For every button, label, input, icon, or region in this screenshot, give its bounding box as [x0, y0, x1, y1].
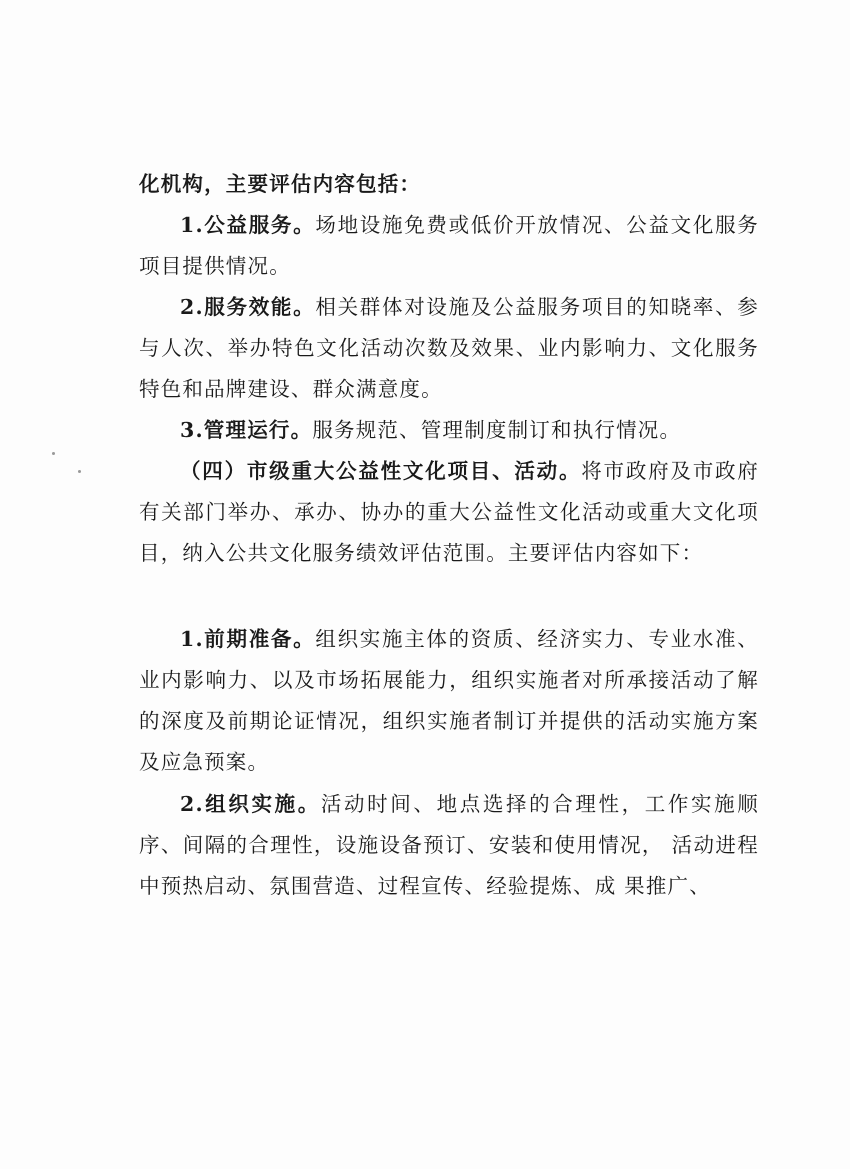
paragraph-public-service: [139, 205, 759, 287]
paragraph-lead: 1.前期准备。: [180, 627, 316, 651]
paragraph-lead: 化机构，主要评估内容包括：: [139, 172, 422, 196]
paragraph-lead: 2.组织实施。: [180, 792, 321, 816]
paragraph-body: 相关群体对设施及公益服务项目的知晓率、参与人次、举办特色文化活动次数及效果、业内影响力、文化服务特色和品牌建设、群众满意度。: [139, 295, 760, 401]
paragraph-lead: 3.管理运行。: [180, 418, 313, 442]
paragraph-lead: （四）市级重大公益性文化项目、活动。: [180, 459, 582, 483]
paragraph-intro: [139, 164, 759, 205]
paragraph-implementation: [139, 784, 759, 907]
paragraph-body: 场地设施免费或低价开放情况、公益文化服务项目提供情况。: [139, 213, 760, 278]
paragraph-body: 活动时间、地点选择的合理性，工作实施顺序、间隔的合理性，设施设备预订、安装和使用情况， 活动进程中预热启动、氛围营造、过程宣传、经验提炼、成 果推广、: [139, 792, 759, 898]
paragraph-management: [139, 410, 759, 451]
paragraph-lead: 1.公益服务。: [180, 213, 316, 237]
scan-speck: [52, 452, 55, 455]
paragraph-lead: 2.服务效能。: [180, 295, 316, 319]
paragraph-section-four: [139, 451, 759, 574]
paragraph-body: 组织实施主体的资质、经济实力、专业水准、业内影响力、以及市场拓展能力，组织实施者对所承接活动了解的深度及前期论证情况，组织实施者制订并提供的活动实施方案及应急预案。: [139, 627, 760, 774]
scan-speck: [78, 470, 81, 473]
paragraph-body: 将市政府及市政府有关部门举办、承办、协办的重大公益性文化活动或重大文化项目，纳入公共文化服务绩效评估范围。主要评估内容如下：: [139, 459, 759, 565]
paragraph-body: 服务规范、管理制度制订和执行情况。: [312, 418, 682, 442]
paragraph-preparation: [139, 619, 759, 783]
paragraph-service-efficiency: [139, 287, 759, 410]
